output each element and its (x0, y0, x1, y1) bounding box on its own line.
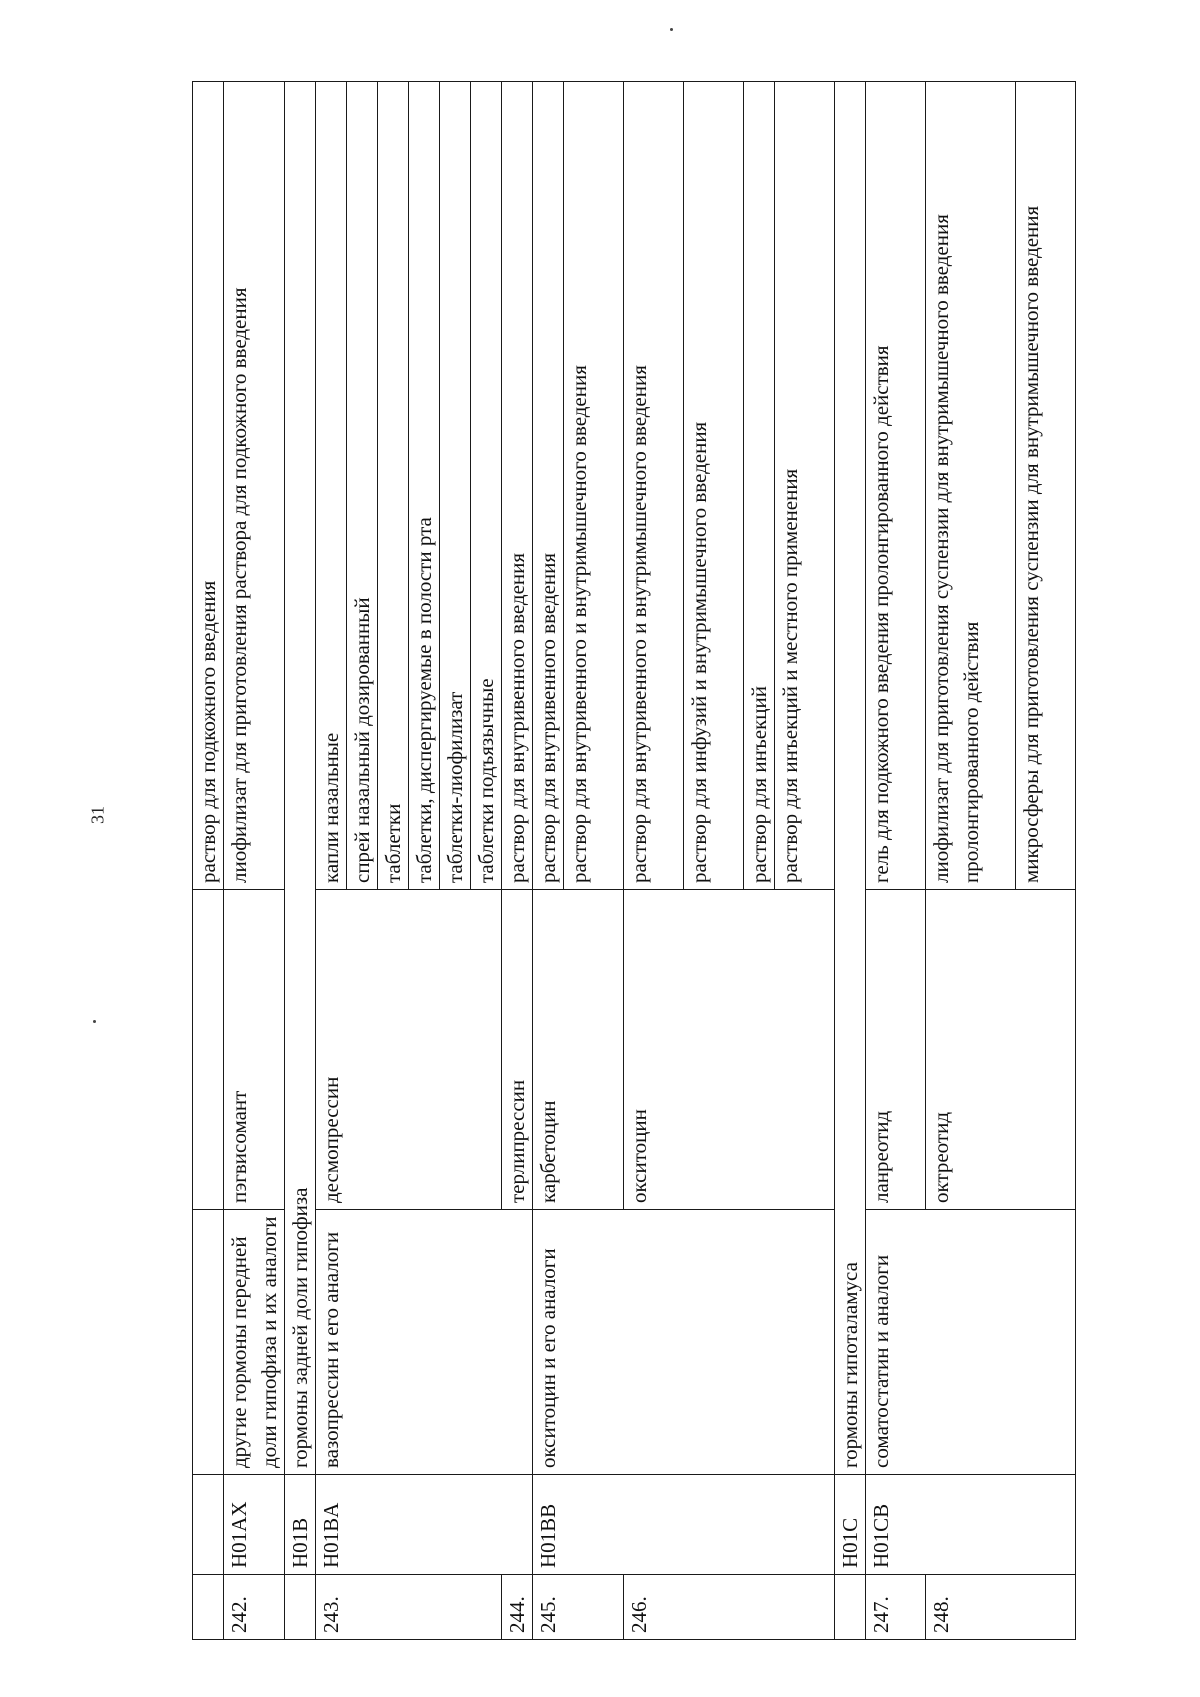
atc-code (193, 1475, 224, 1575)
atc-code: H01BA (316, 1475, 533, 1575)
dosage-form: раствор для инъекций (744, 82, 775, 890)
row-number (193, 1575, 224, 1640)
dosage-form: таблетки-лиофилизат (440, 82, 471, 890)
table-row (533, 82, 564, 1640)
drug-name: карбетоцин (533, 890, 624, 1210)
dosage-form: раствор для подкожного введения (193, 82, 224, 890)
group-name: соматостатин и аналоги (866, 1210, 1076, 1475)
row-number: 244. (502, 1575, 533, 1640)
atc-code: H01B (285, 1475, 316, 1575)
table-row (224, 82, 285, 1640)
dosage-form: капли назальные (316, 82, 347, 890)
dosage-form: раствор для внутривенного введения (502, 82, 533, 890)
dosage-form: спрей назальный дозированный (347, 82, 378, 890)
dosage-form: раствор для внутривенного и внутримышечного введения (564, 82, 624, 890)
drug-name: десмопрессин (316, 890, 502, 1210)
drug-name: октреотид (926, 890, 1076, 1210)
drug-name: пэгвисомант (224, 890, 285, 1210)
dosage-form: раствор для инфузий и внутримышечного введения (684, 82, 744, 890)
group-name: вазопрессин и его аналоги (316, 1210, 533, 1475)
dosage-form: раствор для внутривенного введения (533, 82, 564, 890)
row-number: 246. (624, 1575, 835, 1640)
drug-name: ланреотид (866, 890, 926, 1210)
dosage-form: лиофилизат для приготовления раствора для подкожного введения (224, 82, 285, 890)
atc-code: H01BB (533, 1475, 835, 1575)
scan-speck (670, 28, 673, 31)
rotated-table-container (192, 82, 1132, 1640)
drug-name: терлипрессин (502, 890, 533, 1210)
table-row (193, 82, 224, 1640)
row-number: 248. (926, 1575, 1076, 1640)
group-name: другие гормоны передней доли гипофиза и их аналоги (224, 1210, 285, 1475)
dosage-form: раствор для инъекций и местного применения (775, 82, 835, 890)
row-number: 245. (533, 1575, 624, 1640)
section-row (285, 82, 316, 1640)
page-number: 31 (87, 806, 108, 824)
section-title: гормоны гипоталамуса (835, 82, 866, 1475)
group-name: окситоцин и его аналоги (533, 1210, 835, 1475)
section-title: гормоны задней доли гипофиза (285, 82, 316, 1475)
group-name (193, 1210, 224, 1475)
dosage-form: таблетки (378, 82, 409, 890)
row-number: 243. (316, 1575, 502, 1640)
dosage-form: лиофилизат для приготовления суспензии для внутримышечного введения пролонгированного действия (926, 82, 1016, 890)
row-number (285, 1575, 316, 1640)
section-row (835, 82, 866, 1640)
drug-name (193, 890, 224, 1210)
atc-code: H01AX (224, 1475, 285, 1575)
dosage-form: микросферы для приготовления суспензии для внутримышечного введения (1016, 82, 1076, 890)
row-number: 242. (224, 1575, 285, 1640)
row-number: 247. (866, 1575, 926, 1640)
drug-name: окситоцин (624, 890, 835, 1210)
drug-table (192, 81, 1076, 1640)
dosage-form: раствор для внутривенного и внутримышечного введения (624, 82, 684, 890)
dosage-form: таблетки подъязычные (471, 82, 502, 890)
atc-code: H01CB (866, 1475, 1076, 1575)
dosage-form: гель для подкожного введения пролонгированного действия (866, 82, 926, 890)
atc-code: H01C (835, 1475, 866, 1575)
scan-speck (93, 1020, 96, 1023)
table-row (866, 82, 926, 1640)
table-row (316, 82, 347, 1640)
row-number (835, 1575, 866, 1640)
dosage-form: таблетки, диспергируемые в полости рта (409, 82, 440, 890)
